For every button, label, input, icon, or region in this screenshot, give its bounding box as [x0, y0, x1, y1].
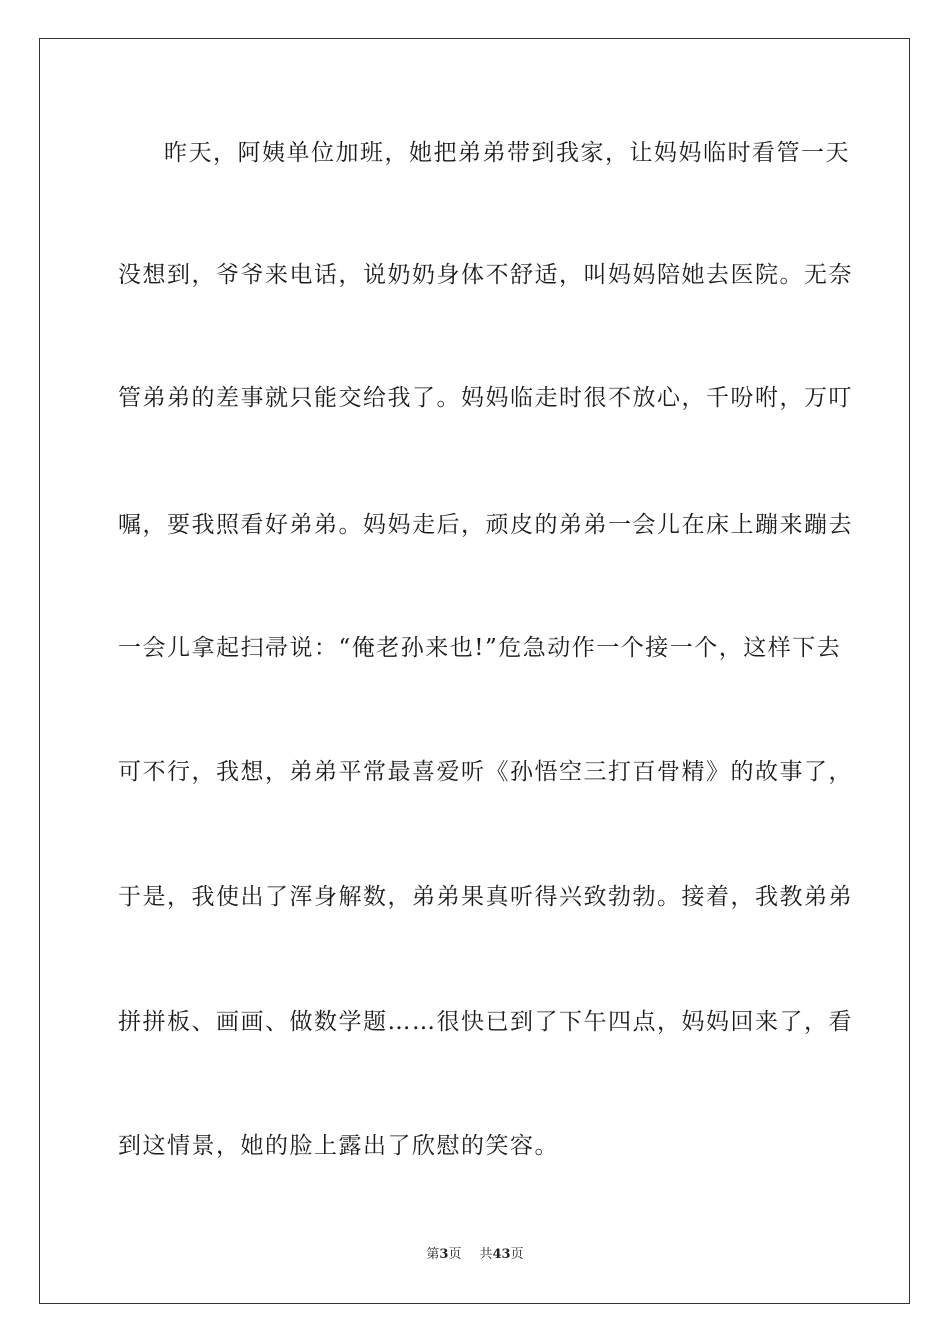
text-line: 到这情景，她的脸上露出了欣慰的笑容。: [118, 1133, 559, 1159]
text-line: 拼拼板、画画、做数学题……很快已到了下午四点，妈妈回来了，看: [118, 1009, 853, 1035]
text-line: 没想到，爷爷来电话，说奶奶身体不舒适，叫妈妈陪她去医院。无奈: [118, 262, 853, 288]
page-prefix: 第: [426, 1247, 440, 1262]
total-prefix: 共: [479, 1247, 493, 1262]
page-footer: [0, 1246, 950, 1264]
text-line: 管弟弟的差事就只能交给我了。妈妈临走时很不放心，千吩咐，万叮: [118, 385, 853, 411]
text-line: 嘱，要我照看好弟弟。妈妈走后，顽皮的弟弟一会儿在床上蹦来蹦去: [118, 512, 853, 538]
text-line: 可不行，我想，弟弟平常最喜爱听《孙悟空三打百骨精》的故事了，: [118, 759, 853, 785]
text-line: 于是，我使出了浑身解数，弟弟果真听得兴致勃勃。接着，我教弟弟: [118, 884, 853, 910]
total-pages: 43: [492, 1247, 511, 1262]
page-suffix: 页: [448, 1247, 462, 1262]
page-number: 3: [439, 1247, 449, 1262]
text-line: 一会儿拿起扫帚说：“俺老孙来也!”危急动作一个接一个，这样下去: [118, 635, 842, 661]
text-line: 昨天，阿姨单位加班，她把弟弟带到我家，让妈妈临时看管一天: [164, 140, 850, 166]
page-border: [39, 38, 910, 1304]
total-suffix: 页: [510, 1247, 524, 1262]
